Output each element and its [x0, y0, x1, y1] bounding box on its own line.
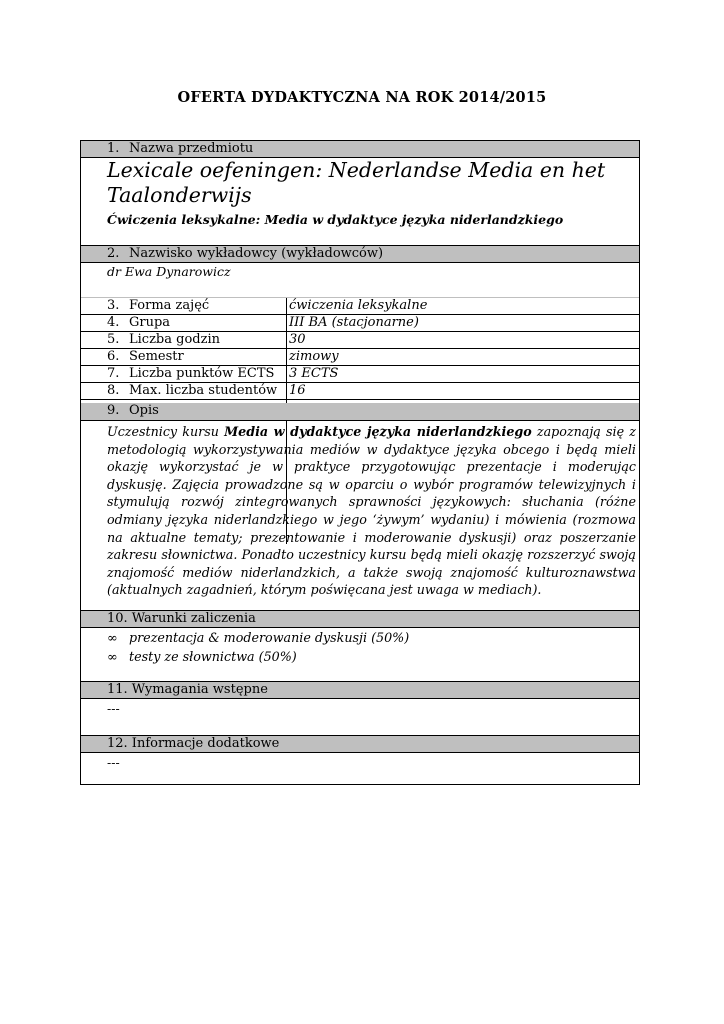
info-row-group	[81, 315, 639, 332]
row-number: 3.	[107, 298, 120, 313]
row-label: Liczba godzin	[129, 332, 220, 347]
row-number: 6.	[107, 349, 120, 364]
row-value: 30	[289, 332, 306, 347]
section-label: 11. Wymagania wstępne	[107, 682, 268, 697]
section-header-prerequisites	[81, 681, 639, 699]
description-course-title: Media w dydaktyce języka niderlandzkiego	[224, 424, 532, 439]
row-number: 4.	[107, 315, 120, 330]
info-row-semester	[81, 349, 639, 366]
row-value: III BA (stacjonarne)	[289, 315, 419, 330]
section-label: Opis	[129, 403, 159, 418]
list-item-text: testy ze słownictwa (50%)	[129, 649, 297, 664]
description-body: zapoznają się z metodologią wykorzystywania mediów w dydaktyce języka obcego i będą mieli okazję wykorzystać je w praktyce przygotowując prezentacje i moderując dyskusję. Zajęcia prowadzone są w oparciu o wybór programów telewizyjnych i stymulują rozwój zintegrowanych sprawności językowych: słuchania (różne odmiany języka niderlandzkiego w jego ‘żywym’ wydaniu) i mówienia (rozmowa na aktualne tematy; prezentowanie i moderowanie dyskusji) oraz poszerzanie zakresu słownictwa. Ponadto uczestnicy kursu będą mieli okazję rozszerzyć swoją znajomość mediów niderlandzkich, a także swoją znajomość kulturoznawstwa (aktualnych zagadnień, którym poświęcana jest uwaga w mediach).	[107, 424, 636, 598]
section-label: Nazwisko wykładowcy (wykładowców)	[129, 246, 384, 261]
row-value: 16	[289, 383, 306, 398]
list-item	[107, 630, 409, 645]
row-value: ćwiczenia leksykalne	[289, 298, 428, 313]
info-row-max-students	[81, 383, 639, 400]
section-header-description	[81, 403, 639, 421]
prerequisites-value: ---	[107, 701, 120, 716]
row-label: Liczba punktów ECTS	[129, 366, 275, 381]
section-label: 10. Warunki zaliczenia	[107, 611, 256, 626]
info-row-hours	[81, 332, 639, 349]
row-number: 5.	[107, 332, 120, 347]
section-header-course-name	[81, 141, 639, 158]
lecturer-name: dr Ewa Dynarowicz	[107, 264, 231, 279]
course-name-line-2: Taalonderwijs	[107, 183, 252, 207]
row-label: Semestr	[129, 349, 184, 364]
course-name-pl: Ćwiczenia leksykalne: Media w dydaktyce języka niderlandzkiego	[107, 212, 564, 227]
info-row-ects	[81, 366, 639, 383]
info-row-form	[81, 298, 639, 315]
description-start: Uczestnicy kursu	[107, 424, 225, 439]
row-number: 8.	[107, 383, 120, 398]
row-value: zimowy	[289, 349, 339, 364]
course-table	[80, 140, 640, 785]
section-label: 12. Informacje dodatkowe	[107, 736, 280, 751]
row-label: Max. liczba studentów	[129, 383, 278, 398]
document-title: OFERTA DYDAKTYCZNA NA ROK 2014/2015	[177, 89, 547, 106]
course-description	[107, 423, 636, 599]
additional-info-value: ---	[107, 755, 120, 770]
infinity-bullet-icon: ∞	[107, 630, 118, 645]
section-header-lecturer	[81, 245, 639, 263]
row-number: 7.	[107, 366, 120, 381]
infinity-bullet-icon: ∞	[107, 649, 118, 664]
row-label: Forma zajęć	[129, 298, 210, 313]
row-value: 3 ECTS	[289, 366, 339, 381]
section-header-requirements	[81, 610, 639, 628]
section-label: Nazwa przedmiotu	[129, 141, 254, 156]
course-name-line-1: Lexicale oefeningen: Nederlandse Media en het	[107, 158, 606, 182]
section-number: 9.	[107, 403, 120, 418]
course-name-nl	[107, 158, 627, 208]
row-label: Grupa	[129, 315, 171, 330]
section-number: 1.	[107, 141, 120, 156]
section-number: 2.	[107, 246, 120, 261]
list-item	[107, 649, 297, 664]
list-item-text: prezentacja & moderowanie dyskusji (50%)	[129, 630, 410, 645]
section-header-additional-info	[81, 735, 639, 753]
